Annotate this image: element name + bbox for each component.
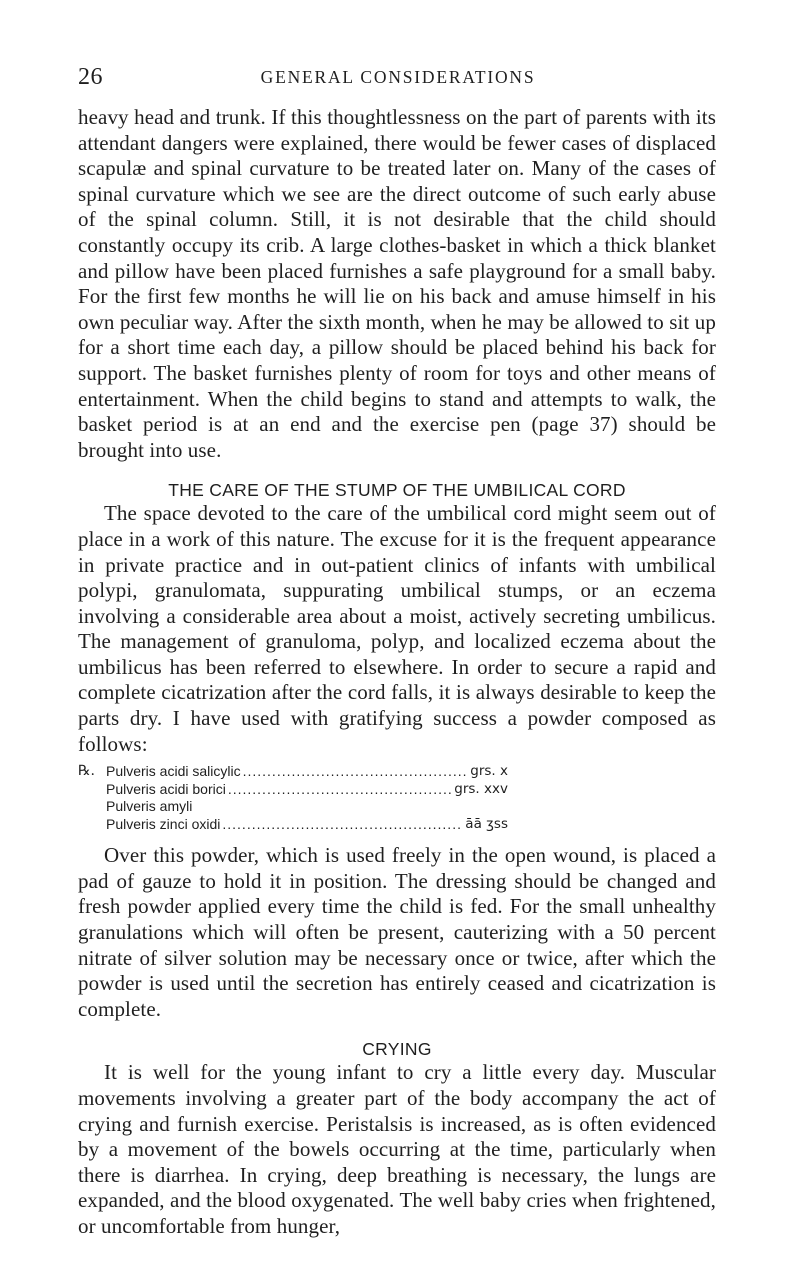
section-heading-crying: CRYING [362, 1039, 432, 1060]
page-body [78, 105, 716, 1240]
paragraph-crying: It is well for the young infant to cry a little every day. Muscular movements involving a greater part of the body accompany the act of crying and furnish exercise. Peristalsis is increased, as is often evidenced by a movement of the bowels occurring at the time, particularly when there is diarrhea. In crying, deep breathing is necessary, the lungs are expanded, and the blood oxygenated. The well baby cries when frightened, or uncomfortable from hunger, [78, 1060, 716, 1238]
dot-leader [222, 816, 463, 834]
recipe-symbol: ℞. [78, 763, 96, 780]
prescription-dose: grs. xxv [454, 780, 508, 797]
prescription-block [78, 763, 716, 833]
prescription-drug: Pulveris acidi salicylic [106, 763, 241, 780]
section-heading-umbilical-cord: THE CARE OF THE STUMP OF THE UMBILICAL CORD [168, 480, 626, 501]
prescription-drug: Pulveris amyli [106, 798, 193, 815]
dot-leader [243, 763, 469, 781]
paragraph-powder-dressing: Over this powder, which is used freely in the open wound, is placed a pad of gauze to hold it in position. The dressing should be changed and fresh powder applied every time the child is fed. For the small unhealthy granulations which will often be present, cauterizing with a 50 percent nitrate of silver solution may be necessary once or twice, after which the powder is used until the secretion has entirely ceased and cicatrization is complete. [78, 843, 716, 1021]
running-head: GENERAL CONSIDERATIONS [260, 67, 536, 87]
page-number: 26 [78, 64, 103, 90]
paragraph-basket-playground: heavy head and trunk. If this thoughtlessness on the part of parents with its attendant dangers were explained, there would be fewer cases of displaced scapulæ and spinal curvature to be treated later on. Many of the cases of spinal curvature which we see are the direct outcome of such early abuse of the spinal column. Still, it is not desirable that the child should constantly occupy its crib. A large clothes-basket in which a thick blanket and pillow have been placed furnishes a safe playground for a small baby. For the first few months he will lie on his back and amuse himself in his own peculiar way. After the sixth month, when he may be allowed to sit up for a short time each day, a pillow should be placed behind his back for support. The basket furnishes plenty of room for toys and other means of entertainment. When the child begins to stand and attempts to walk, the basket period is at an end and the exercise pen (page 37) should be brought into use. [78, 105, 716, 462]
page-header [78, 64, 718, 94]
prescription-line [78, 781, 508, 799]
dot-leader [228, 781, 452, 799]
prescription-line [78, 763, 508, 781]
prescription-dose: grs. x [470, 763, 508, 780]
paragraph-umbilical-cord: The space devoted to the care of the umbilical cord might seem out of place in a work of this nature. The excuse for it is the frequent appearance in private practice and in out-patient clinics of infants with umbilical polypi, granulomata, suppurating umbilical stumps, or an eczema involving a considerable area about a moist, actively secreting umbilicus. The management of granuloma, polyp, and localized eczema about the umbilicus has been referred to elsewhere. In order to secure a rapid and complete cicatrization after the cord falls, it is always desirable to keep the parts dry. I have used with gratifying success a powder composed as follows: [78, 501, 716, 756]
prescription-dose: āā ʒss [465, 815, 508, 832]
prescription-line [78, 816, 508, 834]
prescription-drug: Pulveris acidi borici [106, 780, 226, 797]
prescription-drug: Pulveris zinci oxidi [106, 815, 221, 832]
prescription-line [78, 798, 508, 816]
